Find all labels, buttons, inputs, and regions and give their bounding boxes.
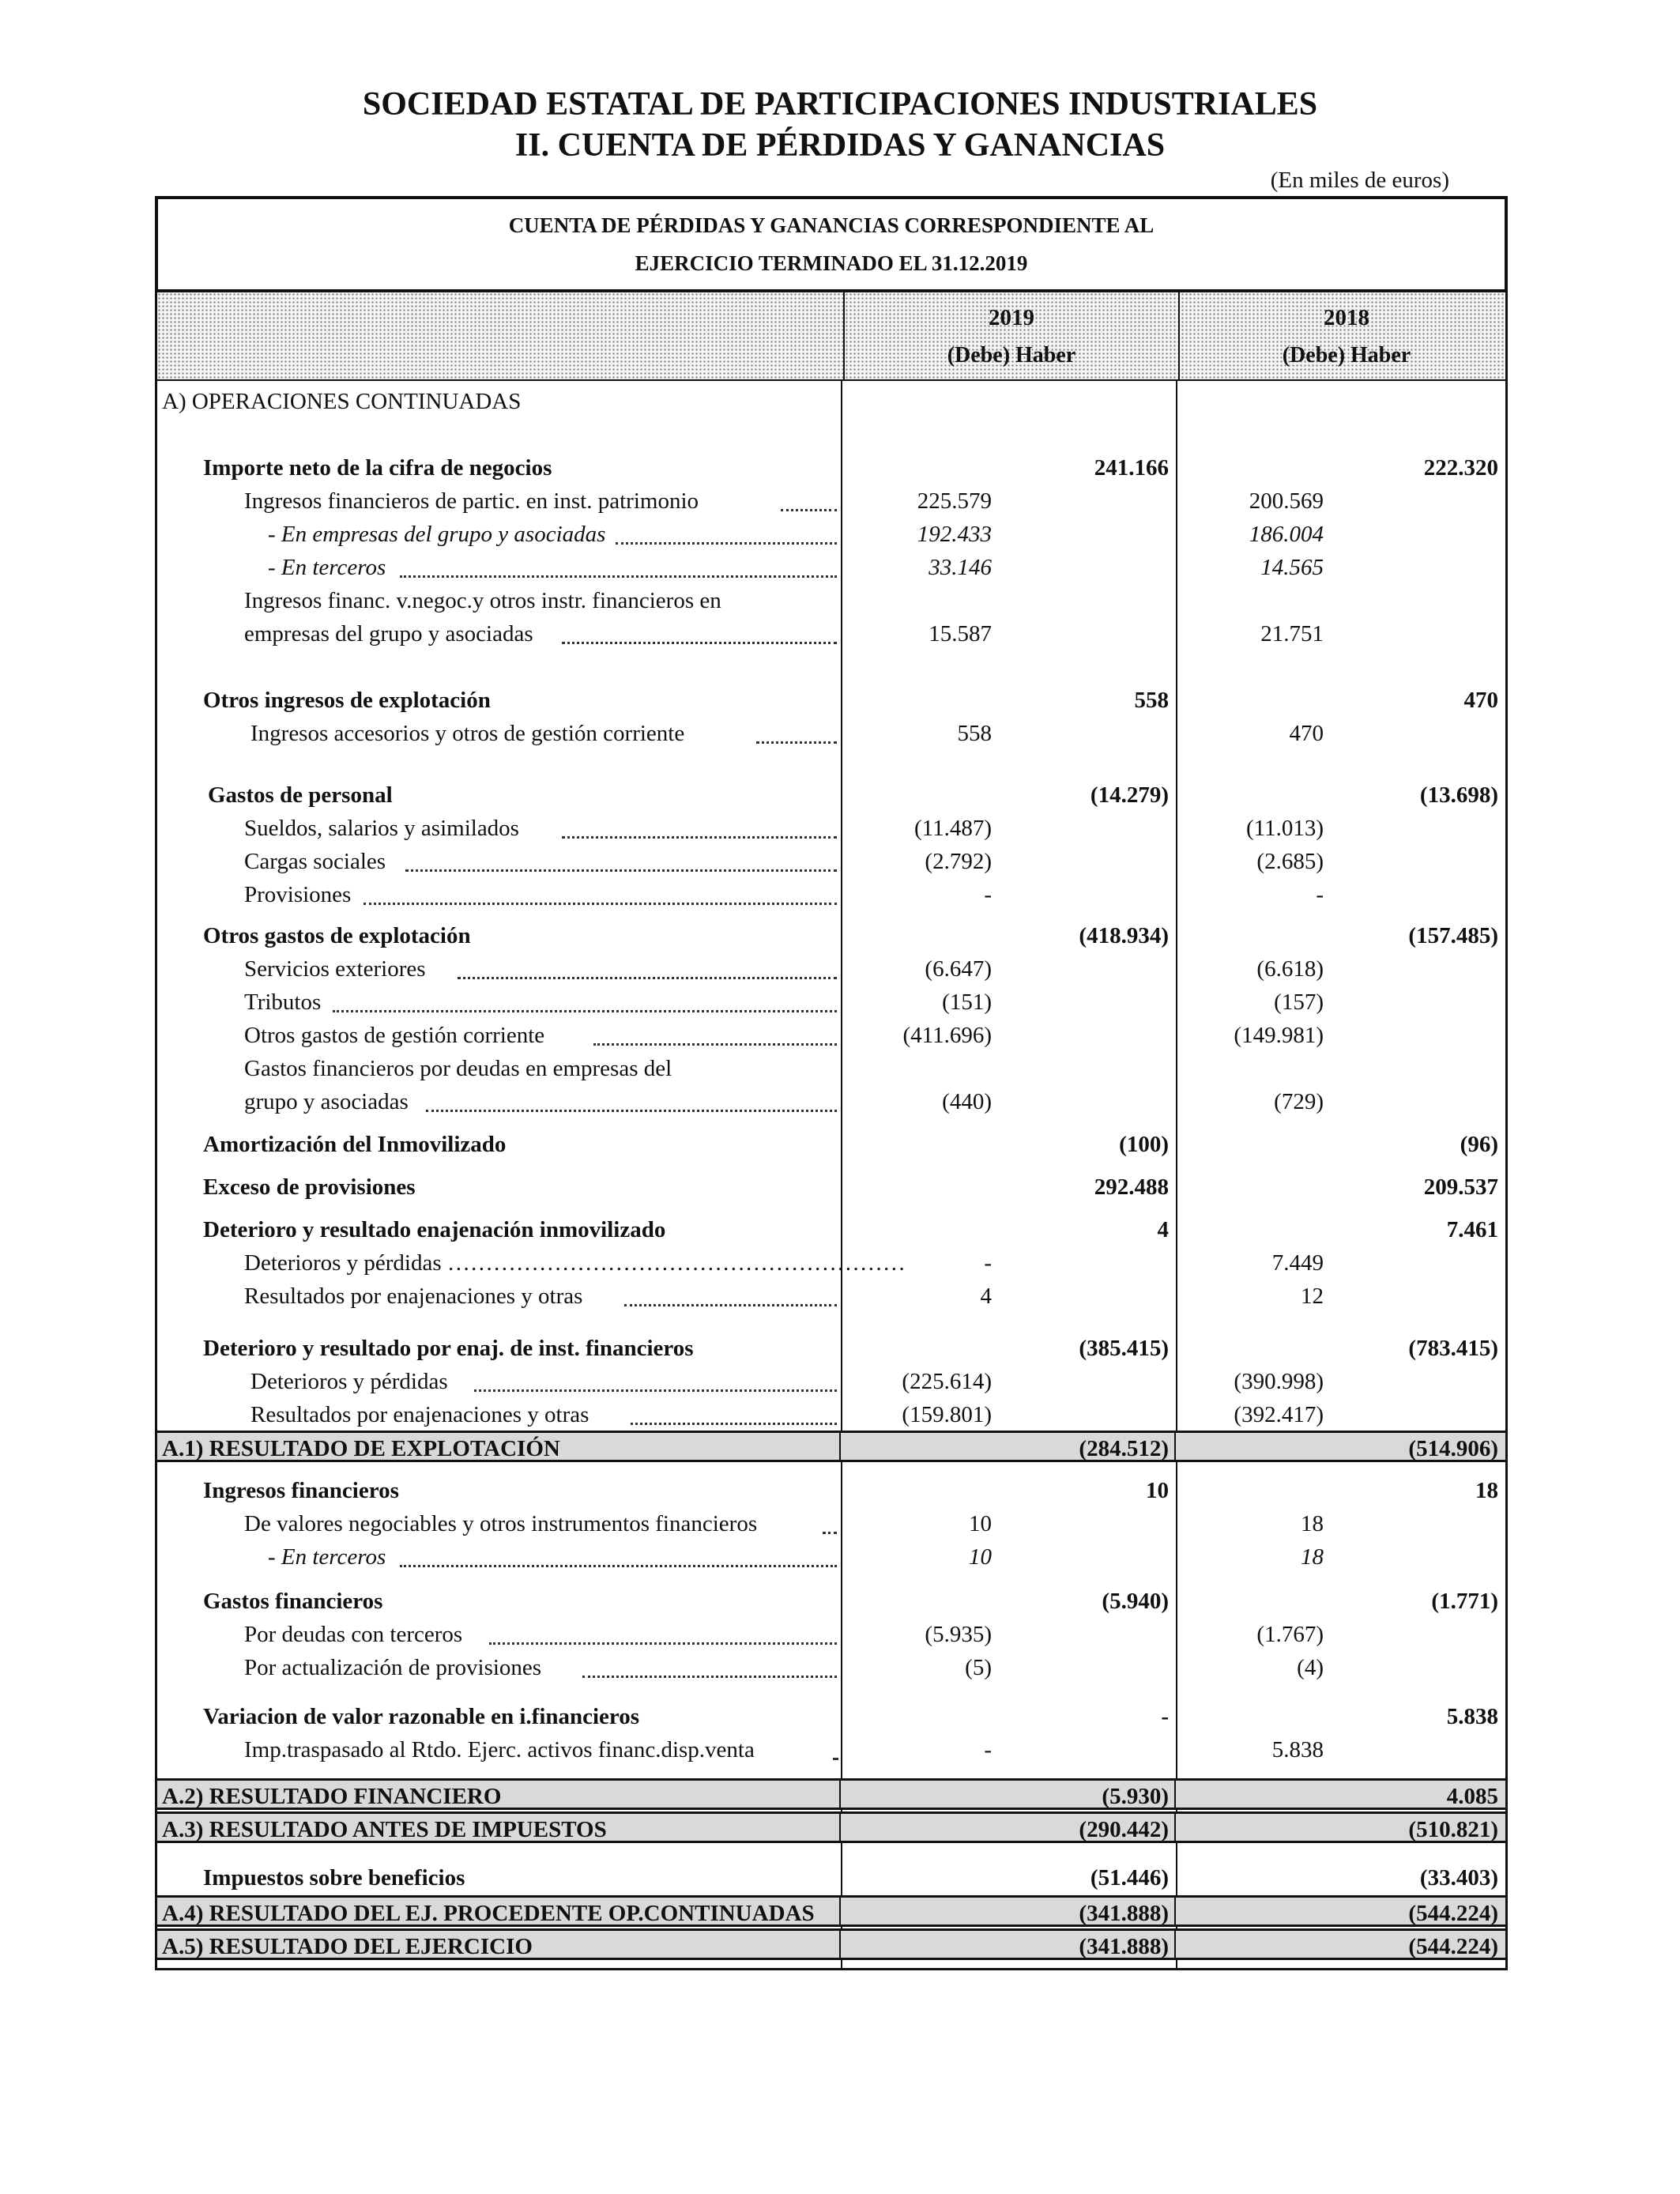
value-2019-total: (385.415) bbox=[1079, 1336, 1169, 1361]
row-label: - En empresas del grupo y asociadas bbox=[268, 522, 606, 547]
row-label: Sueldos, salarios y asimilados bbox=[244, 816, 519, 841]
dot-leader bbox=[624, 1304, 837, 1306]
value-2019-detail: 10 bbox=[969, 1544, 992, 1570]
dot-leader bbox=[400, 575, 837, 578]
value-2019-detail: (6.647) bbox=[925, 956, 992, 982]
dot-leader bbox=[593, 1043, 837, 1046]
value-2019-detail: 15.587 bbox=[929, 621, 992, 647]
row-label: A.2) RESULTADO FINANCIERO bbox=[162, 1784, 502, 1809]
value-2018-total: (783.415) bbox=[1408, 1336, 1498, 1361]
year-2019-header: 2019 bbox=[989, 305, 1034, 330]
row-label: Resultados por enajenaciones y otras bbox=[250, 1402, 590, 1427]
value-2019-detail: (5) bbox=[965, 1655, 992, 1680]
value-2019-total: (341.888) bbox=[1079, 1901, 1169, 1926]
value-2019-detail: 10 bbox=[969, 1511, 992, 1536]
value-2018-total: 7.461 bbox=[1446, 1217, 1498, 1242]
column-divider bbox=[839, 1898, 841, 1926]
row-label: A.5) RESULTADO DEL EJERCICIO bbox=[162, 1934, 533, 1959]
value-2018-total: (157.485) bbox=[1408, 923, 1498, 948]
value-2018-detail: 186.004 bbox=[1249, 522, 1324, 547]
value-2018-total: (13.698) bbox=[1419, 782, 1498, 808]
value-2018-detail: (157) bbox=[1274, 990, 1324, 1015]
row-label: empresas del grupo y asociadas bbox=[244, 621, 533, 647]
value-2018-detail: 18 bbox=[1301, 1511, 1324, 1536]
row-label: Imp.traspasado al Rtdo. Ejerc. activos financ.disp.venta bbox=[244, 1737, 755, 1762]
dot-leader bbox=[363, 903, 837, 905]
dot-leader bbox=[400, 1565, 837, 1567]
row-label: Amortización del Inmovilizado bbox=[203, 1132, 507, 1157]
table-body bbox=[155, 381, 1508, 1970]
value-2018-total: (510.821) bbox=[1408, 1817, 1498, 1842]
row-label: Resultados por enajenaciones y otras bbox=[244, 1284, 583, 1309]
value-2018-detail: (4) bbox=[1297, 1655, 1324, 1680]
value-2019-total: (418.934) bbox=[1079, 923, 1169, 948]
value-2019-total: 558 bbox=[1134, 688, 1169, 713]
value-2019-total: (51.446) bbox=[1090, 1865, 1169, 1891]
dot-leader bbox=[333, 1010, 837, 1012]
value-2019-detail: 225.579 bbox=[917, 488, 992, 514]
year-2018-header: 2018 bbox=[1324, 305, 1369, 330]
row-label: Cargas sociales bbox=[244, 849, 386, 874]
value-2019-detail: - bbox=[984, 1250, 992, 1276]
column-divider bbox=[1174, 1781, 1176, 1809]
value-2019-detail: 558 bbox=[957, 721, 992, 746]
debe-haber-2018: (Debe) Haber bbox=[1282, 343, 1411, 368]
row-label: A.1) RESULTADO DE EXPLOTACIÓN bbox=[162, 1436, 560, 1461]
dot-leader bbox=[823, 1532, 837, 1534]
row-label: Provisiones bbox=[244, 882, 352, 907]
value-2018-detail: 7.449 bbox=[1271, 1250, 1324, 1276]
value-2018-detail: (1.767) bbox=[1256, 1622, 1324, 1647]
row-label: Ingresos financieros bbox=[203, 1478, 399, 1503]
value-2018-detail: 200.569 bbox=[1249, 488, 1324, 514]
row-label: Importe neto de la cifra de negocios bbox=[203, 455, 552, 481]
column-divider bbox=[1174, 1898, 1176, 1926]
column-divider bbox=[1174, 1433, 1176, 1461]
result-band-row bbox=[157, 1895, 1505, 1927]
row-label: Ingresos financieros de partic. en inst. patrimonio bbox=[244, 488, 699, 514]
dot-leader bbox=[474, 1389, 837, 1392]
value-2018-total: 470 bbox=[1463, 688, 1498, 713]
row-label: Gastos financieros bbox=[203, 1589, 383, 1614]
row-label: Otros gastos de explotación bbox=[203, 923, 471, 948]
dot-leader bbox=[426, 1110, 837, 1112]
dot-leader bbox=[405, 869, 837, 872]
row-label: Exceso de provisiones bbox=[203, 1174, 416, 1200]
dot-leader bbox=[458, 977, 837, 979]
value-2019-detail: 192.433 bbox=[917, 522, 992, 547]
value-2018-detail: (149.981) bbox=[1234, 1023, 1324, 1048]
row-label: Deterioro y resultado por enaj. de inst. financieros bbox=[203, 1336, 694, 1361]
column-divider bbox=[839, 1781, 841, 1809]
row-label: Deterioros y pérdidas bbox=[250, 1369, 448, 1394]
dot-leader bbox=[562, 642, 837, 644]
value-2018-total: (96) bbox=[1460, 1132, 1498, 1157]
result-band-row bbox=[157, 1431, 1505, 1462]
row-label: Otros ingresos de explotación bbox=[203, 688, 491, 713]
value-2019-total: 4 bbox=[1157, 1217, 1169, 1242]
value-2018-detail: (11.013) bbox=[1246, 816, 1324, 841]
row-label: Servicios exteriores bbox=[244, 956, 426, 982]
value-2019-detail: (151) bbox=[942, 990, 992, 1015]
column-divider bbox=[1176, 381, 1177, 1968]
value-2019-detail: (159.801) bbox=[902, 1402, 992, 1427]
value-2018-detail: 5.838 bbox=[1271, 1737, 1324, 1762]
value-2018-total: (544.224) bbox=[1408, 1934, 1498, 1959]
value-2018-total: 209.537 bbox=[1423, 1174, 1498, 1200]
dot-leader bbox=[781, 509, 837, 511]
value-2018-detail: 14.565 bbox=[1260, 555, 1324, 580]
value-2018-total: 18 bbox=[1475, 1478, 1498, 1503]
value-2018-detail: (6.618) bbox=[1256, 956, 1324, 982]
value-2018-total: (514.906) bbox=[1408, 1436, 1498, 1461]
value-2018-detail: - bbox=[1316, 882, 1324, 907]
document-subtitle: II. CUENTA DE PÉRDIDAS Y GANANCIAS bbox=[514, 127, 1166, 164]
value-2019-detail: (440) bbox=[942, 1089, 992, 1114]
income-statement-table bbox=[155, 196, 1508, 1970]
row-label: Por actualización de provisiones bbox=[244, 1655, 542, 1680]
value-2019-total: (341.888) bbox=[1079, 1934, 1169, 1959]
units-note: (En miles de euros) bbox=[1270, 168, 1449, 193]
column-divider bbox=[839, 1433, 841, 1461]
value-2018-total: 5.838 bbox=[1446, 1704, 1498, 1729]
table-header-box bbox=[155, 196, 1508, 292]
value-2019-detail: - bbox=[984, 1737, 992, 1762]
row-label: Ingresos financ. v.negoc.y otros instr. financieros en bbox=[244, 588, 721, 613]
value-2019-detail: (2.792) bbox=[925, 849, 992, 874]
dot-leader bbox=[489, 1642, 837, 1645]
value-2019-total: (290.442) bbox=[1079, 1817, 1169, 1842]
row-label: - En terceros bbox=[268, 1544, 386, 1570]
value-2018-total: (33.403) bbox=[1419, 1865, 1498, 1891]
value-2019-total: 292.488 bbox=[1094, 1174, 1169, 1200]
table-header-line2: EJERCICIO TERMINADO EL 31.12.2019 bbox=[635, 251, 1028, 275]
row-label: De valores negociables y otros instrumentos financieros bbox=[244, 1511, 758, 1536]
value-2019-total: 10 bbox=[1146, 1478, 1169, 1503]
result-band-row bbox=[157, 1811, 1505, 1843]
value-2019-detail: 4 bbox=[980, 1284, 992, 1309]
value-2018-total: 4.085 bbox=[1446, 1784, 1498, 1809]
dot-leader bbox=[562, 836, 837, 839]
row-label: Deterioros y pérdidas …………………………………………………… bbox=[244, 1250, 906, 1276]
column-divider bbox=[839, 1814, 841, 1842]
value-2018-total: 222.320 bbox=[1423, 455, 1498, 481]
value-2018-total: (1.771) bbox=[1431, 1589, 1498, 1614]
column-divider bbox=[839, 1931, 841, 1959]
result-band-row bbox=[157, 1928, 1505, 1960]
value-2019-total: (5.940) bbox=[1102, 1589, 1169, 1614]
value-2018-detail: 470 bbox=[1289, 721, 1324, 746]
row-label: Ingresos accesorios y otros de gestión corriente bbox=[250, 721, 685, 746]
value-2019-total: (284.512) bbox=[1079, 1436, 1169, 1461]
row-label: - En terceros bbox=[268, 555, 386, 580]
value-2018-detail: 12 bbox=[1301, 1284, 1324, 1309]
dot-leader bbox=[756, 741, 837, 744]
result-band-row bbox=[157, 1778, 1505, 1810]
dot-leader bbox=[582, 1676, 837, 1678]
row-label: grupo y asociadas bbox=[244, 1089, 409, 1114]
column-divider bbox=[1174, 1931, 1176, 1959]
dot-leader bbox=[631, 1423, 837, 1425]
row-label: A.4) RESULTADO DEL EJ. PROCEDENTE OP.CONTINUADAS bbox=[162, 1901, 815, 1926]
table-header-line1: CUENTA DE PÉRDIDAS Y GANANCIAS CORRESPONDIENTE AL bbox=[508, 213, 1155, 237]
value-2019-total: (14.279) bbox=[1090, 782, 1169, 808]
document-title: SOCIEDAD ESTATAL DE PARTICIPACIONES INDUSTRIALES bbox=[362, 86, 1318, 123]
value-2018-detail: (2.685) bbox=[1256, 849, 1324, 874]
row-label: Otros gastos de gestión corriente bbox=[244, 1023, 545, 1048]
value-2019-detail: (225.614) bbox=[902, 1369, 992, 1394]
row-label: Gastos de personal bbox=[208, 782, 393, 808]
value-2019-detail: (11.487) bbox=[914, 816, 992, 841]
value-2019-total: 241.166 bbox=[1094, 455, 1169, 481]
value-2018-detail: 21.751 bbox=[1260, 621, 1324, 647]
dot-leader bbox=[616, 542, 837, 545]
value-2019-total: (5.930) bbox=[1102, 1784, 1169, 1809]
dot-leader bbox=[833, 1758, 837, 1760]
value-2018-detail: (390.998) bbox=[1234, 1369, 1324, 1394]
value-2019-detail: (411.696) bbox=[902, 1023, 992, 1048]
value-2018-detail: 18 bbox=[1301, 1544, 1324, 1570]
row-label: Tributos bbox=[244, 990, 322, 1015]
column-divider bbox=[841, 381, 842, 1968]
row-label: Impuestos sobre beneficios bbox=[203, 1865, 465, 1891]
row-label: Por deudas con terceros bbox=[244, 1622, 463, 1647]
row-label: Gastos financieros por deudas en empresas del bbox=[244, 1056, 672, 1081]
row-label: Variacion de valor razonable en i.financieros bbox=[203, 1704, 640, 1729]
column-divider bbox=[1174, 1814, 1176, 1842]
value-2019-detail: (5.935) bbox=[925, 1622, 992, 1647]
debe-haber-2019: (Debe) Haber bbox=[947, 343, 1076, 368]
row-label: A) OPERACIONES CONTINUADAS bbox=[162, 389, 522, 414]
row-label: Deterioro y resultado enajenación inmovilizado bbox=[203, 1217, 666, 1242]
value-2019-total: - bbox=[1161, 1704, 1169, 1729]
value-2018-total: (544.224) bbox=[1408, 1901, 1498, 1926]
value-2019-total: (100) bbox=[1119, 1132, 1169, 1157]
value-2018-detail: (729) bbox=[1274, 1089, 1324, 1114]
row-label: A.3) RESULTADO ANTES DE IMPUESTOS bbox=[162, 1817, 607, 1842]
value-2018-detail: (392.417) bbox=[1234, 1402, 1324, 1427]
column-header bbox=[155, 292, 1508, 381]
value-2019-detail: 33.146 bbox=[929, 555, 992, 580]
value-2019-detail: - bbox=[984, 882, 992, 907]
